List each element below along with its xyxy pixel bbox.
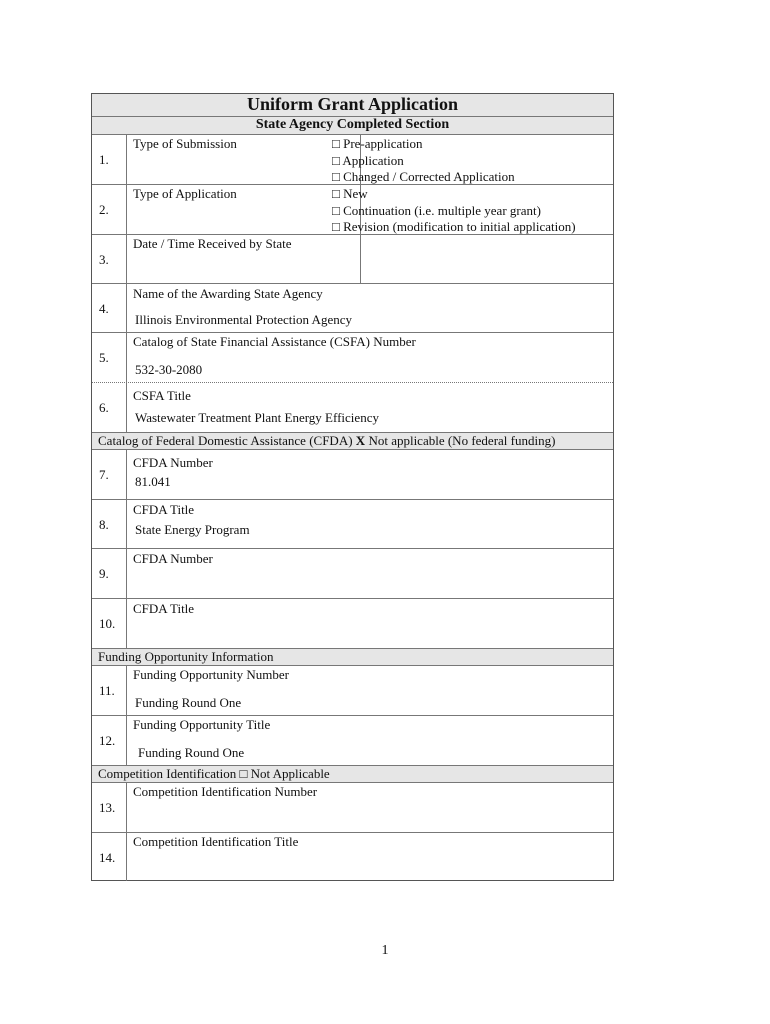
- row-awarding-agency: [92, 283, 613, 332]
- field-value[interactable]: Funding Round One: [135, 695, 242, 710]
- application-options: [332, 186, 576, 236]
- row-cfda-title: [92, 499, 613, 548]
- field-label: Funding Opportunity Number: [133, 667, 289, 682]
- option-new[interactable]: □ New: [332, 186, 368, 201]
- field-value[interactable]: 532-30-2080: [135, 362, 203, 377]
- field-label: Type of Submission: [133, 136, 237, 151]
- row-csfa-number: [92, 332, 613, 382]
- field-label: Funding Opportunity Title: [133, 717, 271, 732]
- field-label: Competition Identification Title: [133, 834, 299, 849]
- field-label: CSFA Title: [133, 388, 191, 403]
- field-value[interactable]: 81.041: [135, 474, 171, 489]
- field-label: Competition Identification Number: [133, 784, 318, 799]
- funding-section-header: Funding Opportunity Information: [92, 648, 613, 665]
- row-cfda-number: [92, 449, 613, 499]
- row-number: 5.: [92, 333, 127, 382]
- field-label: CFDA Number: [133, 455, 213, 470]
- field-label: Name of the Awarding State Agency: [133, 286, 323, 301]
- row-cfda-number-2: [92, 548, 613, 598]
- row-number: 13.: [92, 783, 127, 832]
- option-continuation[interactable]: □ Continuation (i.e. multiple year grant): [332, 202, 541, 218]
- row-number: 12.: [92, 716, 127, 765]
- field-label: Catalog of State Financial Assistance (CSFA) Number: [133, 334, 416, 349]
- row-competition-id-title: [92, 832, 613, 881]
- row-date-received: [92, 234, 613, 283]
- row-funding-opportunity-number: [92, 665, 613, 715]
- option-revision[interactable]: □ Revision (modification to initial application): [332, 219, 576, 234]
- row-number: 11.: [92, 666, 127, 715]
- row-type-of-submission: [92, 134, 613, 184]
- field-label: CFDA Title: [133, 502, 195, 517]
- option-pre-application[interactable]: □ Pre-application: [332, 136, 423, 151]
- field-label: Type of Application: [133, 186, 237, 201]
- row-funding-opportunity-title: [92, 715, 613, 765]
- field-label: CFDA Number: [133, 551, 213, 566]
- option-changed-corrected[interactable]: □ Changed / Corrected Application: [332, 169, 515, 184]
- row-number: 8.: [92, 500, 127, 548]
- row-csfa-title: [92, 382, 613, 432]
- field-value[interactable]: Funding Round One: [138, 745, 245, 760]
- row-cfda-title-2: [92, 598, 613, 648]
- row-type-of-application: [92, 184, 613, 234]
- row-number: 14.: [92, 833, 127, 881]
- row-number: 3.: [92, 235, 127, 283]
- field-label: CFDA Title: [133, 601, 195, 616]
- field-value[interactable]: Wastewater Treatment Plant Energy Efficiency: [135, 410, 379, 425]
- field-value[interactable]: Illinois Environmental Protection Agency: [135, 312, 352, 327]
- submission-options: [332, 136, 515, 186]
- row-competition-id-number: [92, 782, 613, 832]
- row-number: 10.: [92, 599, 127, 648]
- row-number: 2.: [92, 185, 127, 234]
- cfda-section-header: Catalog of Federal Domestic Assistance (CFDA) X Not applicable (No federal funding): [92, 432, 613, 449]
- page-number: 1: [381, 943, 389, 958]
- competition-section-header: Competition Identification □ Not Applicable: [92, 765, 613, 782]
- row-number: 6.: [92, 383, 127, 432]
- row-number: 1.: [92, 135, 127, 184]
- form-title: Uniform Grant Application: [92, 94, 613, 116]
- row-number: 7.: [92, 450, 127, 499]
- field-value[interactable]: State Energy Program: [135, 522, 250, 537]
- option-application[interactable]: □ Application: [332, 152, 404, 168]
- form-subtitle: State Agency Completed Section: [92, 116, 613, 134]
- grant-application-form: [91, 93, 614, 881]
- row-number: 4.: [92, 284, 127, 332]
- cfda-not-applicable-checkbox[interactable]: X: [355, 433, 366, 448]
- row-number: 9.: [92, 549, 127, 598]
- field-label: Date / Time Received by State: [133, 236, 292, 251]
